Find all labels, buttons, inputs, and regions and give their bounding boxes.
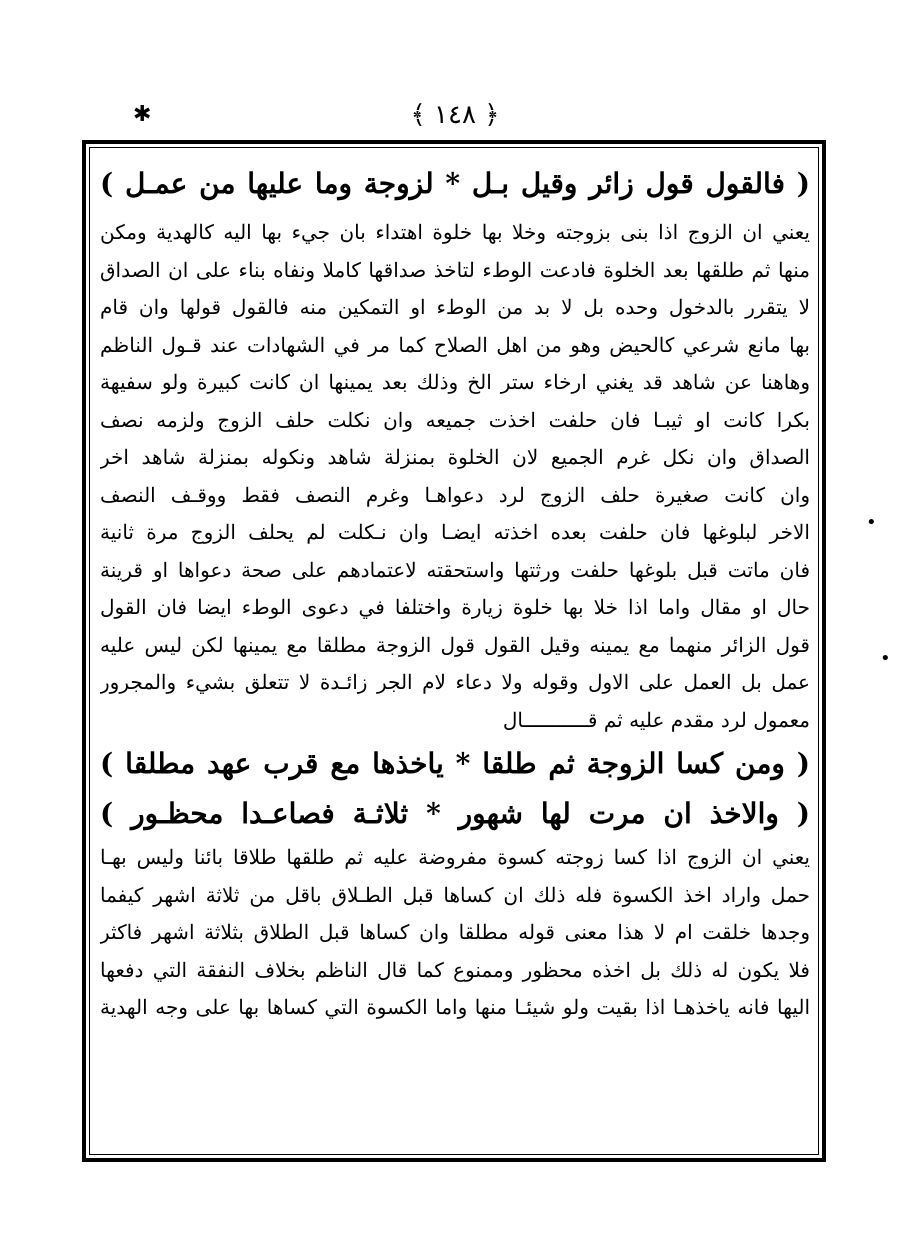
text-line: وجدها خلقت ام لا هذا معنى قوله مطلقا وان كساها قبل الطلاق بثلاثة اشهر فاكثر — [100, 920, 810, 944]
text-line: منها ثم طلقها بعد الخلوة فادعت الوطء لتاخذ صداقها كاملا ونفاه بناء على ان الصداق — [100, 257, 810, 282]
text-line: عمل بل العمل على الاول وقوله ولا دعاء لام الجر زائـدة لا تتعلق بشيء والمجرور — [100, 670, 810, 694]
page-content — [100, 158, 810, 1027]
verse-line: ( ومن كسا الزوجة ثم طلقا * ياخذها مع قرب عهد مطلقا ) — [100, 747, 810, 780]
text-line: لا يتقرر بالدخول وحده بل لا بد من الوطء او التمكين منه فالقول قولها وان قام — [100, 295, 810, 319]
text-line: اليها فانه ياخذهـا اذا بقيت ولو شيئـا منها واما الكسوة التي كساها بها على وجه الهدية — [100, 995, 810, 1019]
text-line: حال او مقال واما اذا خلا بها خلوة زيارة واختلفا في دعوى الوطء ايضا فان القول — [100, 595, 810, 619]
verse-line: ( فالقول قول زائر وقيل بـل * لزوجة وما عليها من عمـل ) — [100, 167, 810, 200]
page-header — [0, 100, 923, 140]
commentary-paragraph — [100, 839, 810, 1027]
star-icon: ✱ — [133, 102, 152, 127]
margin-dot: • — [866, 512, 877, 533]
text-line: فان ماتت قبل بلوغها حلفت ورثتها واستحقته لاعتمادهم على صحة دعواها او قرينة — [100, 557, 810, 582]
verse-line: ( والاخذ ان مرت لها شهور * ثلاثـة فصاعـدا محظـور ) — [100, 797, 810, 830]
text-line: حمل واراد اخذ الكسوة فله ذلك ان كساها قبل الطـلاق باقل من ثلاثة اشهر كيفما — [100, 882, 810, 907]
text-line: وان كانت صغيرة حلف الزوج لرد دعواهـا وغرم النصف فقط ووقـف النصف — [100, 482, 810, 507]
text-line: يعني ان الزوج اذا كسا زوجته كسوة مفروضة عليه ثم طلقها طلاقا بائنا وليس بهـا — [100, 845, 810, 869]
text-line: الصداق وان نكل غرم الجميع لان الخلوة بمنزلة شاهد ونكوله بمنزلة شاهد اخر — [100, 445, 810, 469]
text-line: الاخر لبلوغها فان حلفت بعده اخذته ايضـا وان نـكلت لم يحلف الزوج مرة ثانية — [100, 520, 810, 544]
text-line: قول الزائر منهما مع يمينه وقيل القول قول الزوجة مطلقا مع يمينها لكن ليس عليه — [100, 632, 810, 657]
text-line: بها مانع شرعي كالحيض وهو من اهل الصلاح كما مر في الشهادات عند قـول الناظم — [100, 332, 810, 357]
commentary-paragraph — [100, 214, 810, 739]
text-line: فلا يكون له ذلك بل اخذه محظور وممنوع كما قال الناظم بخلاف النفقة التي دفعها — [100, 957, 810, 982]
verse-group — [100, 739, 810, 839]
text-line: يعني ان الزوج اذا بنى بزوجته وخلا بها خلوة اهتداء بان جيء بها اليه كالهدية ومكن — [100, 220, 810, 244]
page-number: ﴿ ١٤٨ ﴾ — [410, 100, 500, 130]
text-line: بكرا كانت او ثيبـا فان حلفت اخذت جميعه وان نكلت حلف الزوج ولزمه نصف — [100, 407, 810, 432]
margin-dot: • — [880, 648, 891, 669]
text-line: معمول لرد مقدم عليه ثم قـــــــــــال — [502, 707, 810, 732]
text-line: وهاهنا عن شاهد قد يغني ارخاء ستر الخ وذلك بعد يمينها ان كانت كبيرة ولو سفيهة — [100, 370, 810, 394]
